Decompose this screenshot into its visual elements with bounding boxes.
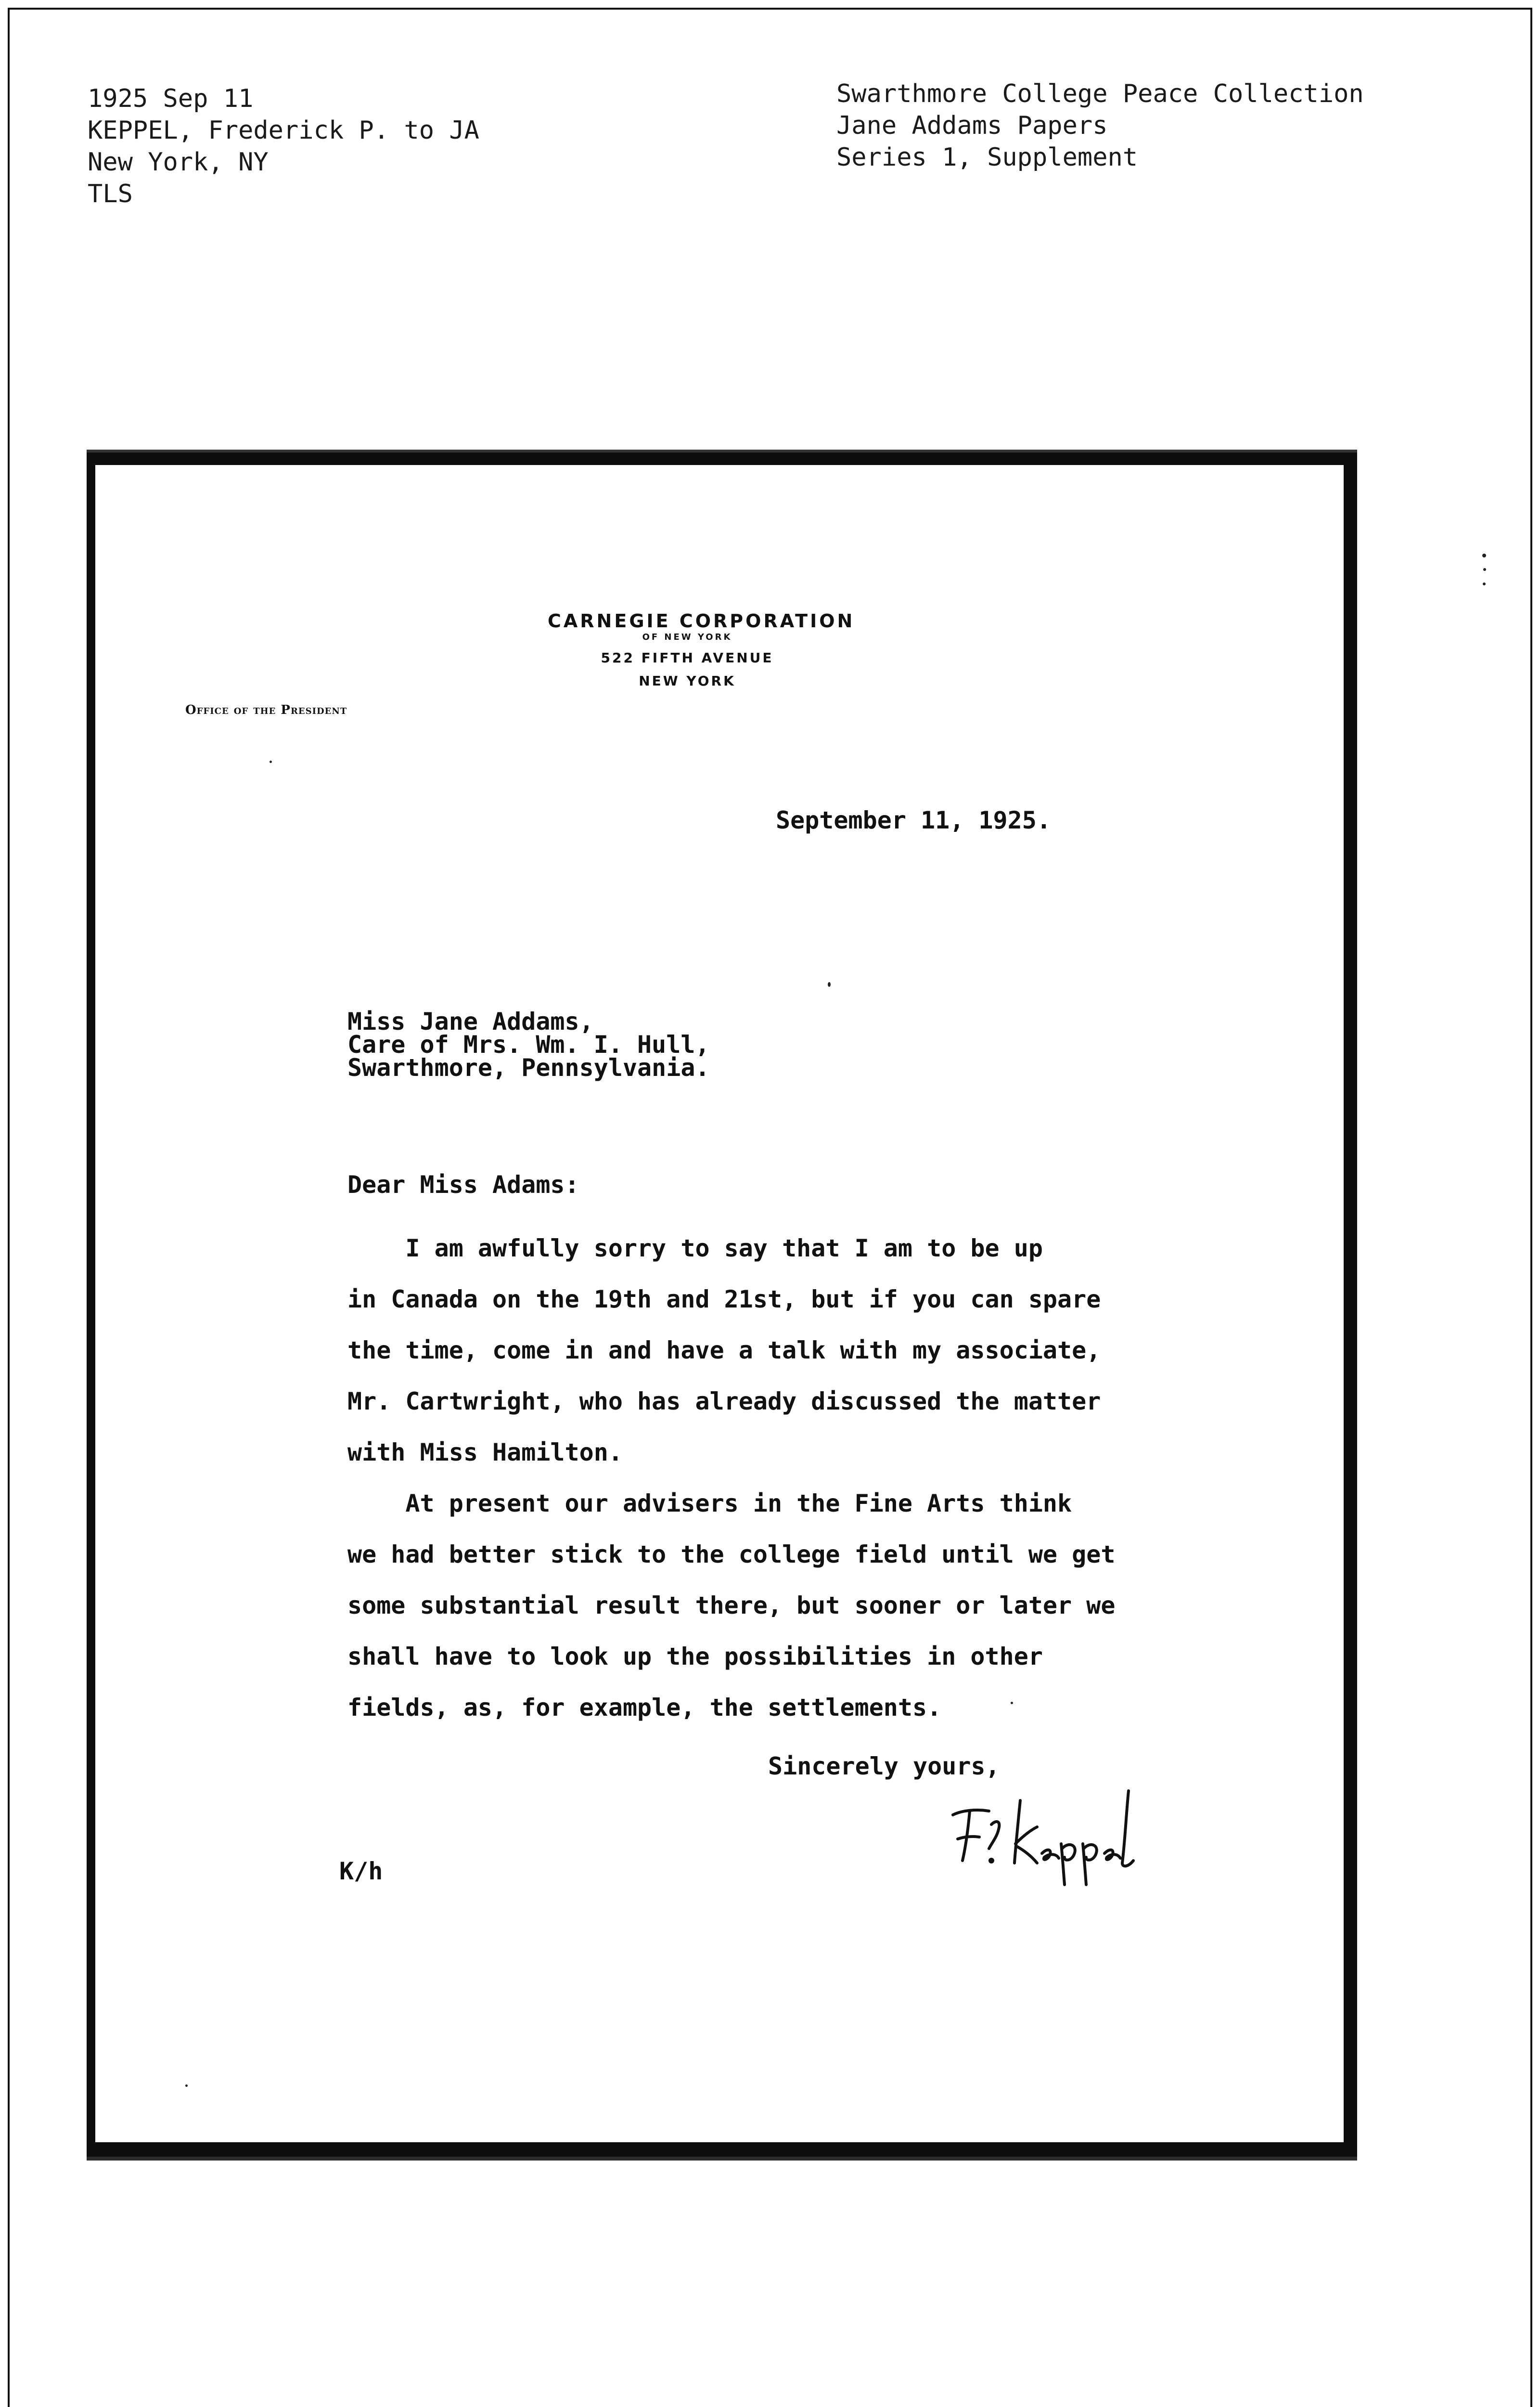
body-line: with Miss Hamilton. xyxy=(347,1438,623,1466)
body-line: we had better stick to the college field until we get xyxy=(347,1540,1116,1568)
body-line: shall have to look up the possibilities in other xyxy=(347,1643,1043,1670)
letterhead-city: NEW YORK xyxy=(639,673,736,689)
catalog-correspondents: KEPPEL, Frederick P. to JA xyxy=(88,116,479,145)
body-line: Mr. Cartwright, who has already discussed the matter xyxy=(347,1387,1101,1415)
body-line: At present our advisers in the Fine Arts think xyxy=(347,1489,1072,1517)
body-line: I am awfully sorry to say that I am to be up xyxy=(347,1234,1043,1262)
letterhead-office: Office of the President xyxy=(185,703,347,717)
closing: Sincerely yours, xyxy=(768,1752,1000,1780)
scan-speck xyxy=(185,2084,188,2087)
letter-date: September 11, 1925. xyxy=(776,806,1051,834)
collection-name: Swarthmore College Peace Collection xyxy=(836,79,1364,108)
scan-speck xyxy=(1483,582,1486,585)
scan-speck xyxy=(270,761,272,763)
catalog-format: TLS xyxy=(88,180,133,208)
body-line: fields, as, for example, the settlements. xyxy=(347,1694,942,1721)
addressee-block xyxy=(347,1008,710,1082)
catalog-place: New York, NY xyxy=(88,148,269,177)
scan-speck xyxy=(1483,568,1486,571)
catalog-info-left xyxy=(88,83,479,210)
body-line: the time, come in and have a talk with my associate, xyxy=(347,1336,1101,1364)
papers-name: Jane Addams Papers xyxy=(836,111,1108,140)
salutation: Dear Miss Adams: xyxy=(347,1171,579,1199)
scan-speck xyxy=(1011,1702,1013,1704)
addressee-line: Care of Mrs. Wm. I. Hull, xyxy=(347,1031,710,1059)
letterhead-name: CARNEGIE CORPORATION xyxy=(548,610,855,632)
letterhead-address: 522 FIFTH AVENUE xyxy=(601,650,774,666)
scan-speck xyxy=(1482,554,1486,557)
handwritten-signature xyxy=(943,1781,1174,1887)
body-line: some substantial result there, but sooner or later we xyxy=(347,1592,1116,1619)
catalog-info-right xyxy=(836,78,1364,173)
letterhead-subtitle: OF NEW YORK xyxy=(642,632,732,642)
addressee-line: Swarthmore, Pennsylvania. xyxy=(347,1054,710,1082)
series-name: Series 1, Supplement xyxy=(836,143,1138,172)
body-line: in Canada on the 19th and 21st, but if you can spare xyxy=(347,1285,1101,1313)
catalog-date: 1925 Sep 11 xyxy=(88,84,254,113)
typist-initials: K/h xyxy=(339,1857,383,1885)
addressee-line: Miss Jane Addams, xyxy=(347,1008,594,1035)
letter-body xyxy=(347,1223,1115,1733)
scan-speck xyxy=(828,982,831,987)
